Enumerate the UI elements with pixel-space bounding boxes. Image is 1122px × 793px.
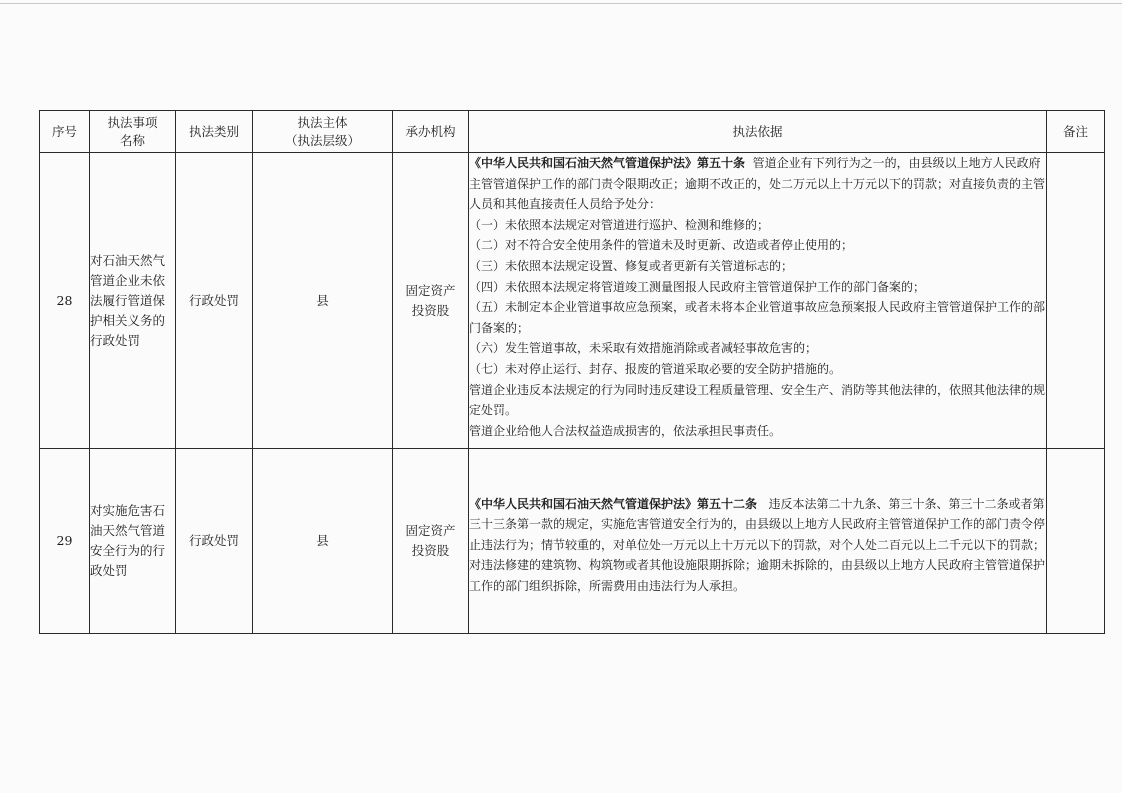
table-row <box>40 153 1105 449</box>
header-agency: 承办机构 <box>393 111 469 153</box>
header-seq: 序号 <box>40 111 90 153</box>
header-item-line2: 名称 <box>119 132 145 148</box>
basis-line: 管道企业违反本法规定的行为同时违反建设工程质量管理、安全生产、消防等其他法律的，依照其他法律的规定处罚。 <box>469 382 1046 418</box>
page-top-edge <box>0 3 1122 4</box>
row-basis <box>469 153 1047 449</box>
row-category: 行政处罚 <box>176 449 253 634</box>
basis-line: 管道企业给他人合法权益造成损害的，依法承担民事责任。 <box>469 423 782 438</box>
table-row <box>40 449 1105 634</box>
header-subject <box>253 111 393 153</box>
header-row <box>40 111 1105 153</box>
row-remark <box>1047 153 1105 449</box>
header-basis: 执法依据 <box>469 111 1047 153</box>
basis-line: 违反本法第二十九条、第三十条、第三十二条或者第三十三条第一款的规定，实施危害管道安全行为的，由县级以上地方人民政府主管管道保护工作的部门责令停止违法行为；情节较重的，对单位处一万元以上十万元以下的罚款，对个人处二百元以上二千元以下的罚款；对违法修建的建筑物、构筑物或者其他设施限期拆除；逾期未拆除的，由县级以上地方人民政府主管管道保护工作的部门组织拆除，所需费用由违法行为人承担。 <box>469 496 1046 593</box>
basis-line: （七）未对停止运行、封存、报废的管道采取必要的安全防护措施的。 <box>469 361 842 376</box>
basis-line: （三）未依照本法规定设置、修复或者更新有关管道标志的； <box>469 258 794 273</box>
basis-line: （一）未依照本法规定对管道进行巡护、检测和维修的； <box>469 217 770 232</box>
row-subject: 县 <box>253 449 393 634</box>
basis-law-title: 《中华人民共和国石油天然气管道保护法》第五十二条 <box>469 496 758 511</box>
header-category: 执法类别 <box>176 111 253 153</box>
row-agency: 固定资产投资股 <box>393 153 469 449</box>
row-item-name: 对石油天然气管道企业未依法履行管道保护相关义务的行政处罚 <box>90 153 176 449</box>
basis-line: （六）发生管道事故，未采取有效措施消除或者减轻事故危害的； <box>469 341 818 356</box>
row-item-name: 对实施危害石油天然气管道安全行为的行政处罚 <box>90 449 176 634</box>
basis-line: 管道企业有下列行为之一的，由县级以上地方人民政府主管管道保护工作的部门责令限期改正；逾期不改正的，处二万元以上十万元以下的罚款；对直接负责的主管人员和其他直接责任人员给予处分： <box>469 156 1046 212</box>
header-item <box>90 111 176 153</box>
row-seq: 29 <box>40 449 90 634</box>
law-enforcement-table <box>39 110 1105 634</box>
basis-law-title: 《中华人民共和国石油天然气管道保护法》第五十条 <box>469 156 746 170</box>
row-remark <box>1047 449 1105 634</box>
basis-paragraph <box>469 494 1046 597</box>
header-subject-line2: （执法层级） <box>284 132 360 148</box>
row-agency: 固定资产投资股 <box>393 449 469 634</box>
row-seq: 28 <box>40 153 90 449</box>
basis-line: （二）对不符合安全使用条件的管道未及时更新、改造或者停止使用的； <box>469 238 854 253</box>
basis-paragraph <box>469 153 1046 215</box>
row-category: 行政处罚 <box>176 153 253 449</box>
basis-line: （四）未依照本法规定将管道竣工测量图报人民政府主管管道保护工作的部门备案的； <box>469 279 926 294</box>
header-remark: 备注 <box>1047 111 1105 153</box>
header-subject-line1: 执法主体 <box>297 114 348 130</box>
row-subject: 县 <box>253 153 393 449</box>
row-basis <box>469 449 1047 634</box>
basis-line: （五）未制定本企业管道事故应急预案，或者未将本企业管道事故应急预案报人民政府主管管道保护工作的部门备案的； <box>469 300 1046 335</box>
header-item-line1: 执法事项 <box>107 114 158 130</box>
